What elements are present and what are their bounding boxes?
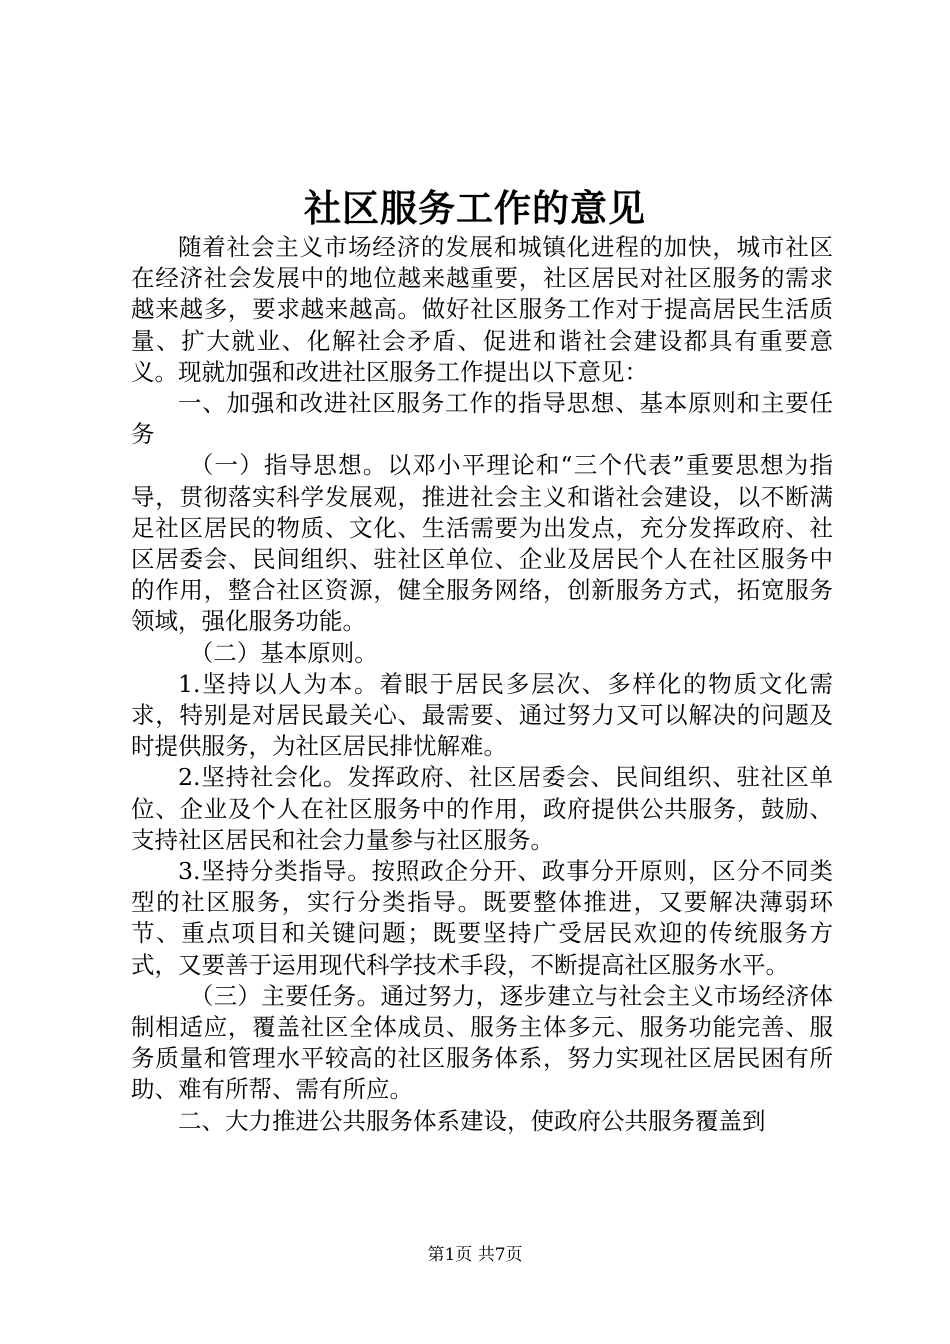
paragraph-main-tasks: （三）主要任务。通过努力，逐步建立与社会主义市场经济体制相适应，覆盖社区全体成员、服务主体多元、服务功能完善、服务质量和管理水平较高的社区服务体系，努力实现社区居民困有所助、难有所帮、需有所应。 bbox=[131, 981, 833, 1104]
document-title: 社区服务工作的意见 bbox=[304, 186, 646, 230]
page-number-footer: 第1页 共7页 bbox=[427, 1245, 523, 1265]
paragraph-principle-1: 1.坚持以人为本。着眼于居民多层次、多样化的物质文化需求，特别是对居民最关心、最需要、通过努力又可以解决的问题及时提供服务，为社区居民排忧解难。 bbox=[131, 669, 833, 761]
paragraph-guiding-thought: （一）指导思想。以邓小平理论和“三个代表”重要思想为指导，贯彻落实科学发展观，推进社会主义和谐社会建设，以不断满足社区居民的物质、文化、生活需要为出发点，充分发挥政府、社区居委会、民间组织、驻社区单位、企业及居民个人在社区服务中的作用，整合社区资源，健全服务网络，创新服务方式，拓宽服务领域，强化服务功能。 bbox=[131, 451, 833, 636]
paragraph-principle-2: 2.坚持社会化。发挥政府、社区居委会、民间组织、驻社区单位、企业及个人在社区服务中的作用，政府提供公共服务，鼓励、支持社区居民和社会力量参与社区服务。 bbox=[131, 763, 833, 854]
paragraph-basic-principles-heading: （二）基本原则。 bbox=[189, 638, 378, 667]
paragraph-section-1-heading: 一、加强和改进社区服务工作的指导思想、基本原则和主要任务 bbox=[131, 389, 833, 449]
paragraph-section-2-heading: 二、大力推进公共服务体系建设，使政府公共服务覆盖到 bbox=[178, 1106, 766, 1135]
document-body bbox=[131, 232, 833, 1137]
paragraph-principle-3: 3.坚持分类指导。按照政企分开、政事分开原则，区分不同类型的社区服务，实行分类指导。既要整体推进，又要解决薄弱环节、重点项目和关键问题；既要坚持广受居民欢迎的传统服务方式，又要善于运用现代科学技术手段，不断提高社区服务水平。 bbox=[131, 857, 833, 979]
paragraph-intro: 随着社会主义市场经济的发展和城镇化进程的加快，城市社区在经济社会发展中的地位越来越重要，社区居民对社区服务的需求越来越多，要求越来越高。做好社区服务工作对于提高居民生活质量、扩大就业、化解社会矛盾、促进和谐社会建设都具有重要意义。现就加强和改进社区服务工作提出以下意见： bbox=[131, 233, 833, 386]
